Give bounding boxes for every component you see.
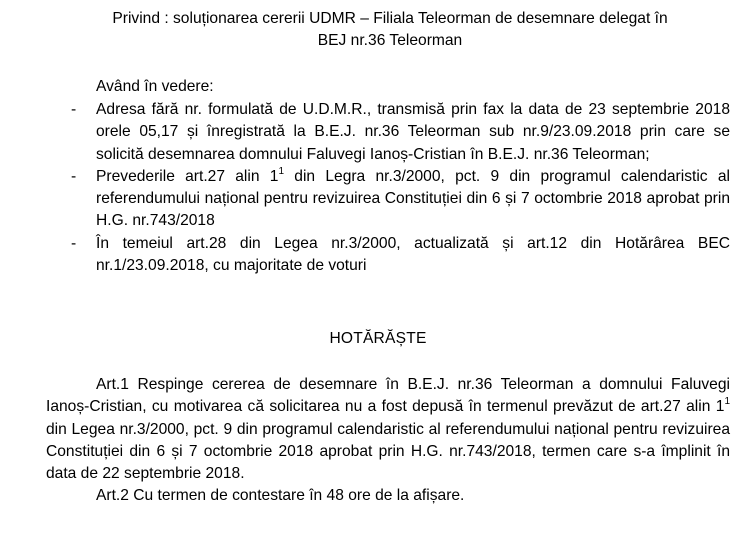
title-line-2: BEJ nr.36 Teleorman — [317, 32, 463, 50]
considerations-list — [0, 99, 756, 277]
article-1 — [46, 374, 730, 485]
decision-heading: HOTĂRĂȘTE — [329, 330, 427, 347]
document-title — [40, 8, 740, 53]
list-item — [0, 166, 730, 233]
consideration-text: În temeiul art.28 din Legea nr.3/2000, actualizată și art.12 din Hotărârea BEC nr.1/23.09.2018, cu majoritate de voturi — [96, 234, 730, 275]
superscript: 1 — [278, 165, 285, 177]
articles-section — [46, 374, 730, 508]
article-2: Art.2 Cu termen de contestare în 48 ore de la afișare. — [96, 487, 465, 505]
article-1-text-start: Art.1 Respinge cererea de desemnare în B.E.J. nr.36 Teleorman a domnului Faluvegi Ianoș-Cristian, cu motivarea că solicitarea nu a fost depusă în termenul prevăzut de art.27 alin 1 — [46, 376, 730, 416]
title-line-1: Privind : soluționarea cererii UDMR – Filiala Teleorman de desemnare delegat în — [112, 10, 668, 27]
list-dash: - — [71, 167, 77, 185]
article-1-text-end: din Legea nr.3/2000, pct. 9 din programul calendaristic al referendumului național pentru revizuirea Constituției din 6 și 7 octombrie 2018 aprobat prin H.G. nr.743/2018, termen care s-a împlinit în data de 22 septembrie 2018. — [46, 420, 730, 483]
superscript: 1 — [724, 396, 730, 408]
intro-text: Având în vedere: — [96, 78, 214, 95]
consideration-text: Adresa fără nr. formulată de U.D.M.R., transmisă prin fax la data de 23 septembrie 2018 orele 05,17 și înregistrată la B.E.J. nr.36 Teleorman sub nr.9/23.09.2018 prin care se solicită desemnarea domnului Faluvegi Ianoș-Cristian în B.E.J. nr.36 Teleorman; — [96, 101, 730, 163]
list-dash: - — [71, 234, 77, 252]
consideration-text-start: Prevederile art.27 alin 1 — [96, 167, 279, 185]
consideration-text-end: din Legra nr.3/2000, pct. 9 din programul calendaristic al referendumului național pentru revizuirea Constituției din 6 și 7 octombrie 2018 aprobat prin H.G. nr.743/2018 — [96, 167, 730, 230]
list-dash: - — [71, 101, 77, 118]
list-item — [0, 99, 730, 166]
list-item — [0, 233, 730, 278]
